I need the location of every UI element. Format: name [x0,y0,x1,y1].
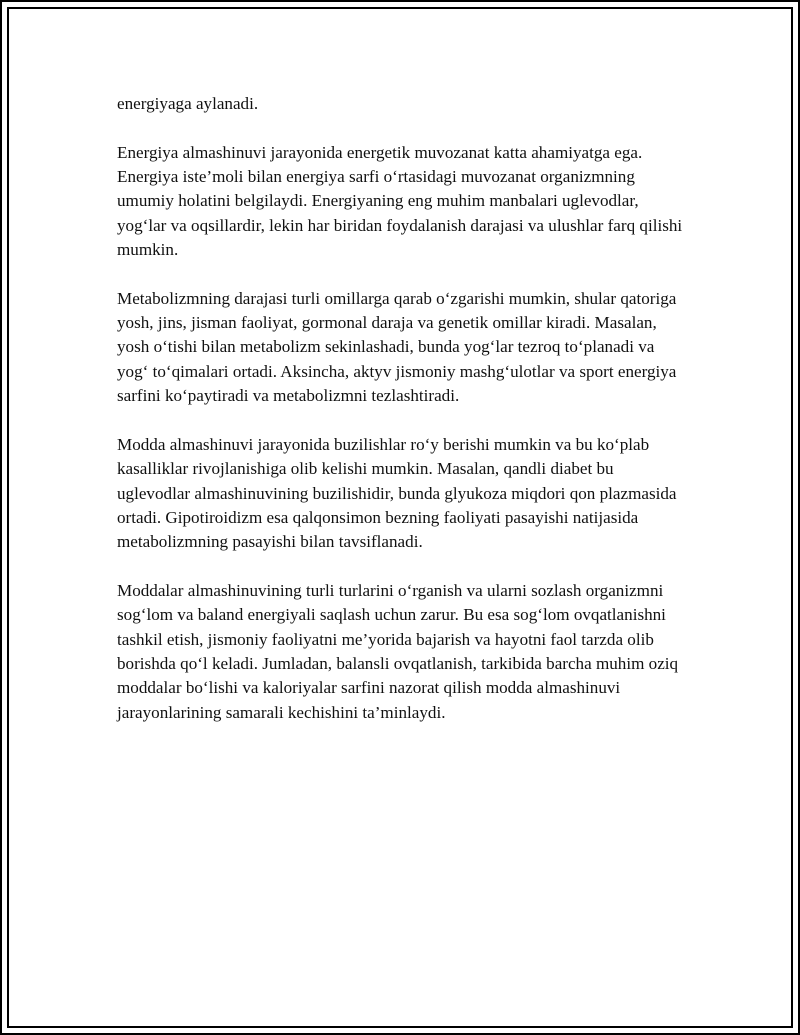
paragraph-energy-balance: Energiya almashinuvi jarayonida energetik muvozanat katta ahamiyatga ega. Energiya iste’moli bilan energiya sarfi oʻrtasidagi muvozanat organizmning umumiy holatini belgilaydi. Energiyaning eng muhim manbalari uglevodlar, yogʻlar va oqsillardir, lekin har biridan foydalanish darajasi va ulushlar farq qilishi mumkin. [117,142,683,260]
paragraph-continuation: energiyaga aylanadi. [117,94,259,113]
document-body [117,92,687,749]
paragraph-healthy-metabolism: Moddalar almashinuvining turli turlarini oʻrganish va ularni sozlash organizmni sogʻlom va baland energiyali saqlash uchun zarur. Bu esa sogʻlom ovqatlanishni tashkil etish, jismoniy faoliyatni me’yorida bajarish va hayotni faol tarzda olib borishda qoʻl keladi. Jumladan, balansli ovqatlanish, tarkibida barcha muhim oziq moddalar boʻlishi va kaloriyalar sarfini nazorat qilish modda almashinuvi jarayonlarining samarali kechishini ta’minlaydi. [117,580,679,722]
paragraph-metabolism-factors: Metabolizmning darajasi turli omillarga qarab oʻzgarishi mumkin, shular qatoriga yosh, jins, jisman faoliyat, gormonal daraja va genetik omillar kiradi. Masalan, yosh oʻtishi bilan metabolizm sekinlashadi, bunda yogʻlar tezroq toʻplanadi va yogʻ toʻqimalari ortadi. Aksincha, aktyv jismoniy mashgʻulotlar va sport energiya sarfini koʻpaytiradi va metabolizmni tezlashtiradi. [117,288,677,406]
paragraph-metabolic-disorders: Modda almashinuvi jarayonida buzilishlar roʻy berishi mumkin va bu koʻplab kasalliklar rivojlanishiga olib kelishi mumkin. Masalan, qandli diabet bu uglevodlar almashinuvining buzilishidir, bunda glyukoza miqdori qon plazmasida ortadi. Gipotiroidizm esa qalqonsimon bezning faoliyati pasayishi natijasida metabolizmning pasayishi bilan tavsiflanadi. [117,434,677,552]
